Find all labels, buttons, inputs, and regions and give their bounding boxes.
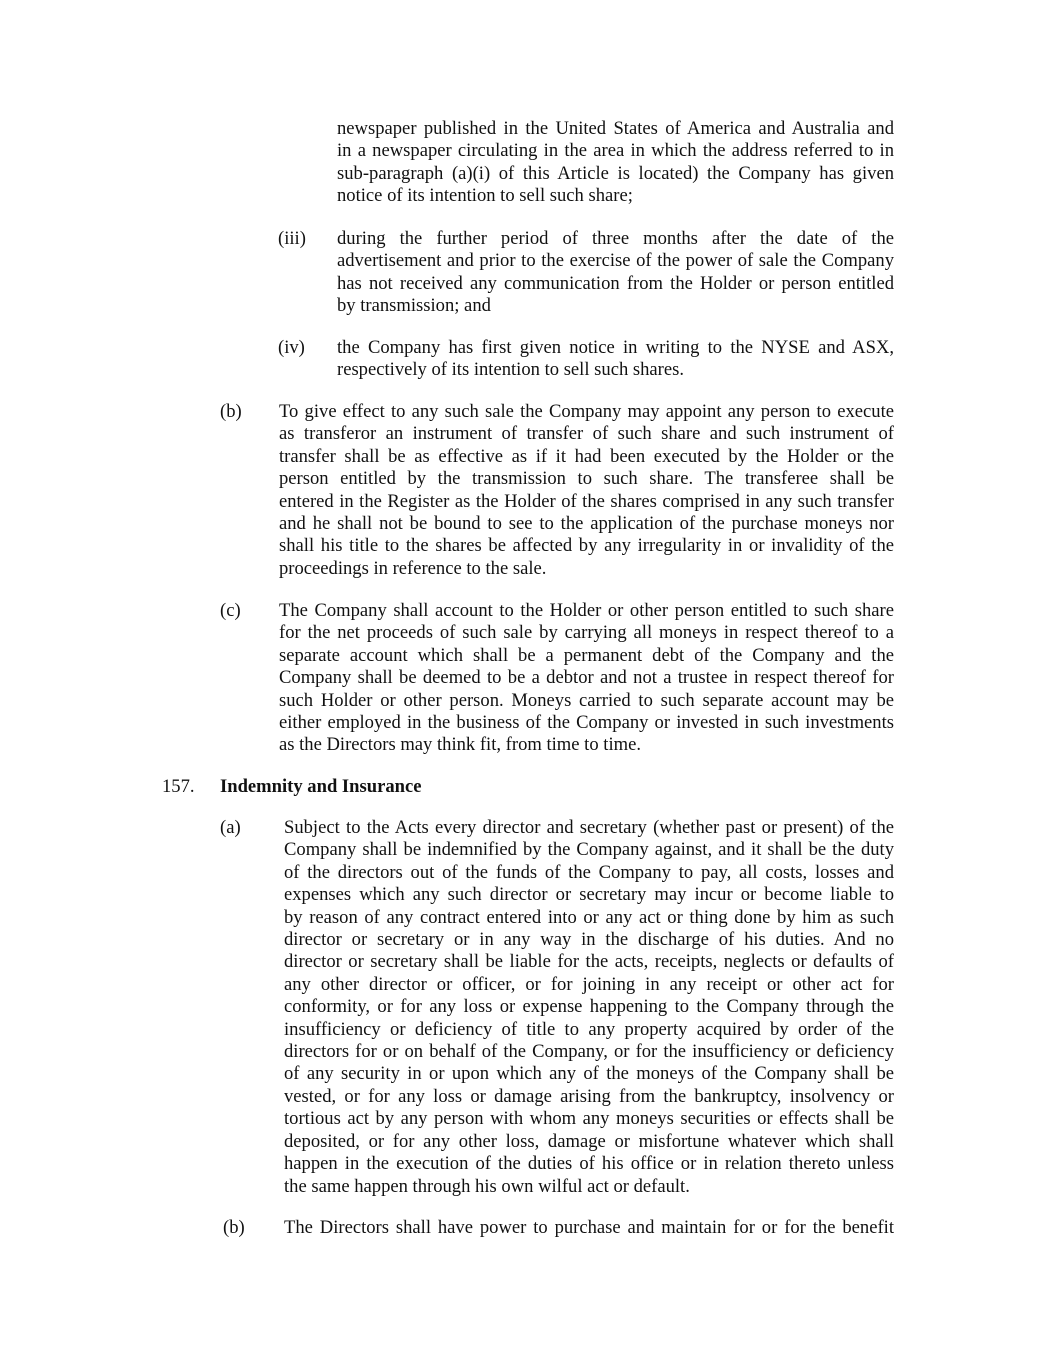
text-line: the same happen through his own wilful act or default. (284, 1175, 690, 1197)
paragraph-b-sale (279, 401, 894, 580)
paragraph-iii (337, 228, 894, 318)
text-line: advertisement and prior to the exercise of the power of sale the Company (337, 250, 894, 272)
paragraph-ii-continuation (337, 118, 894, 208)
text-line: either employed in the business of the Company or invested in such investments (279, 712, 894, 734)
paragraph-iv (337, 337, 894, 382)
item-label-c: (c) (220, 600, 241, 621)
item-label-b-insurance: (b) (223, 1217, 245, 1238)
text-line: as the Directors may think fit, from time to time. (279, 734, 641, 756)
text-line: shall his title to the shares be affected by any irregularity in or invalidity of the (279, 535, 894, 557)
text-line: newspaper published in the United States of America and Australia and (337, 118, 894, 139)
text-line: Subject to the Acts every director and secretary (whether past or present) of the (284, 817, 894, 838)
text-line: director or secretary shall be liable for the acts, receipts, neglects or defaults of (284, 951, 894, 973)
text-line: notice of its intention to sell such share; (337, 185, 633, 207)
paragraph-b-insurance (284, 1217, 894, 1239)
text-line: person entitled by the transmission to such share. The transferee shall be (279, 468, 894, 490)
text-line: happen in the execution of the duties of his office or in relation thereto unless (284, 1153, 894, 1175)
text-line: separate account which shall be a permanent debt of the Company and the (279, 644, 894, 666)
article-number: 157. (162, 776, 195, 797)
text-line: insufficiency or deficiency of title to any property acquired by order of the (284, 1018, 894, 1040)
text-line: respectively of its intention to sell such shares. (337, 359, 685, 381)
text-line: vested, or for any loss or damage arising from the bankruptcy, insolvency or (284, 1085, 894, 1107)
text-line: and he shall not be bound to see to the application of the purchase moneys nor (279, 513, 894, 535)
text-line: for the net proceeds of such sale by carrying all moneys in respect thereof to a (279, 622, 894, 644)
text-line: in a newspaper circulating in the area in which the address referred to in (337, 140, 894, 162)
text-line: proceedings in reference to the sale. (279, 557, 547, 579)
text-line: deposited, or for any other loss, damage or misfortune whatever which shall (284, 1130, 894, 1152)
text-line: conformity, or for any loss or expense happening to the Company through the (284, 996, 894, 1018)
text-line: during the further period of three months after the date of the (337, 228, 894, 249)
text-line: has not received any communication from the Holder or person entitled (337, 272, 894, 294)
paragraph-c-account (279, 600, 894, 757)
item-label-b: (b) (220, 401, 242, 422)
item-label-iv: (iv) (278, 337, 305, 358)
paragraph-a-indemnity (284, 817, 894, 1198)
text-line: entered in the Register as the Holder of the shares comprised in any such transfer (279, 490, 894, 512)
text-line: of the directors out of the funds of the Company to pay, all costs, losses and (284, 861, 894, 883)
text-line: directors for or on behalf of the Company, or for the insufficiency or deficiency (284, 1041, 894, 1063)
text-line: sub-paragraph (a)(i) of this Article is located) the Company has given (337, 162, 894, 184)
text-line: tortious act by any person with whom any moneys securities or effects shall be (284, 1108, 894, 1130)
text-line: transfer shall be as effective as if it had been executed by the Holder or the (279, 445, 894, 467)
text-line: To give effect to any such sale the Company may appoint any person to execute (279, 401, 894, 422)
text-line: of any security in or upon which any of the moneys of the Company shall be (284, 1063, 894, 1085)
text-line: such Holder or other person. Moneys carried to such separate account may be (279, 689, 894, 711)
item-label-iii: (iii) (278, 228, 306, 249)
item-label-a: (a) (220, 817, 241, 838)
text-line: expenses which any such director or secretary may incur or become liable to (284, 884, 894, 906)
text-line: any other director or officer, or for joining in any receipt or other act for (284, 973, 894, 995)
text-line: The Directors shall have power to purchase and maintain for or for the benefit (284, 1217, 894, 1238)
text-line: The Company shall account to the Holder or other person entitled to such share (279, 600, 894, 621)
text-line: director or secretary or in any way in the discharge of his duties. And no (284, 929, 894, 951)
text-line: Company shall be deemed to be a debtor and not a trustee in respect thereof for (279, 667, 894, 689)
text-line: the Company has first given notice in writing to the NYSE and ASX, (337, 337, 894, 358)
text-line: by reason of any contract entered into or any act or thing done by him as such (284, 906, 894, 928)
article-title: Indemnity and Insurance (220, 776, 422, 797)
text-line: Company shall be indemnified by the Company against, and it shall be the duty (284, 839, 894, 861)
text-line: as transferor an instrument of transfer of such share and such instrument of (279, 423, 894, 445)
text-line: by transmission; and (337, 295, 491, 317)
